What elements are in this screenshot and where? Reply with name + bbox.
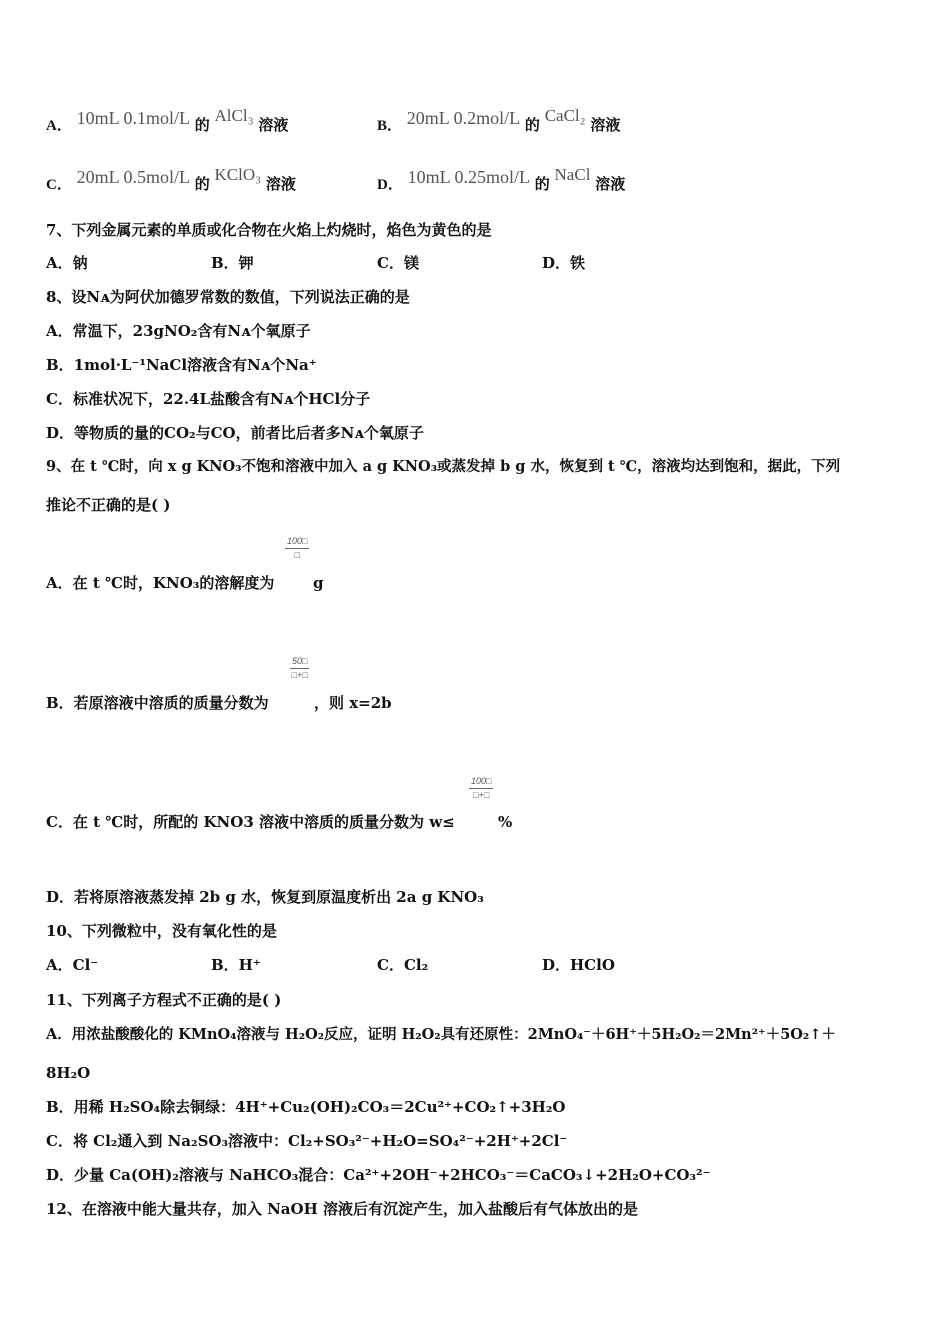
chemical: CaCl₂ — [544, 106, 586, 125]
q6-option-c — [46, 165, 296, 195]
q11-option-a-cont: 8H₂O — [46, 1064, 91, 1082]
particle: 的 — [524, 116, 540, 134]
option-label: B． — [377, 118, 403, 134]
q9-option-d: D．若将原溶液蒸发掉 2b g 水，恢复到原温度析出 2a g KNO₃ — [46, 888, 484, 906]
suffix: 溶液 — [595, 175, 626, 193]
suffix: 溶液 — [590, 116, 621, 134]
q8-option-d: D．等物质的量的CO₂与CO，前者比后者多Nᴀ个氧原子 — [46, 424, 424, 442]
q10-option-d: D．HClO — [542, 956, 615, 974]
q9-c-fraction — [469, 776, 493, 801]
unit: % — [498, 813, 513, 831]
denominator: □+□ — [473, 790, 490, 800]
option-label: C． — [46, 177, 72, 193]
q9-stem-line2: 推论不正确的是( ) — [46, 496, 171, 514]
q12-stem: 12、在溶液中能大量共存，加入 NaOH 溶液后有沉淀产生，加入盐酸后有气体放出的是 — [46, 1200, 638, 1218]
q7-stem: 7、下列金属元素的单质或化合物在火焰上灼烧时，焰色为黄色的是 — [46, 221, 492, 239]
chemical: NaCl — [554, 165, 591, 184]
particle: 的 — [194, 175, 210, 193]
q7-option-b: B．钾 — [211, 254, 254, 272]
unit: g — [313, 574, 324, 592]
q6-option-d — [377, 165, 626, 195]
q7-option-c: C．镁 — [377, 254, 419, 272]
numerator: 100□ — [285, 536, 309, 549]
numerator: 100□ — [469, 776, 493, 789]
q9-option-b — [46, 693, 392, 713]
chemical: KClO₃ — [214, 165, 262, 184]
denominator: □ — [294, 550, 300, 560]
numerator: 50□ — [290, 656, 309, 669]
q8-option-c: C．标准状况下，22.4L盐酸含有Nᴀ个HCl分子 — [46, 390, 371, 408]
option-text: C．在 t ℃时，所配的 KNO3 溶液中溶质的质量分数为 w≤ — [46, 813, 455, 831]
particle: 的 — [194, 116, 210, 134]
suffix: 溶液 — [258, 116, 289, 134]
q9-option-c — [46, 812, 513, 832]
q11-option-a: A．用浓盐酸酸化的 KMnO₄溶液与 H₂O₂反应，证明 H₂O₂具有还原性：2MnO₄⁻＋6H⁺＋5H₂O₂＝2Mn²⁺＋5O₂↑＋ — [46, 1026, 836, 1043]
q9-stem-line1: 9、在 t ℃时，向 x g KNO₃不饱和溶液中加入 a g KNO₃或蒸发掉 b g 水，恢复到 t ℃，溶液均达到饱和，据此，下列 — [46, 458, 841, 475]
q9-a-fraction — [285, 536, 309, 561]
option-text: B．若原溶液中溶质的质量分数为 — [46, 694, 269, 712]
denominator: □+□ — [291, 670, 308, 680]
q9-b-fraction — [290, 656, 309, 681]
chemical: AlCl₃ — [214, 106, 254, 125]
amount: 20mL 0.2mol/L — [406, 108, 521, 128]
option-text: A．在 t ℃时，KNO₃的溶解度为 — [46, 574, 275, 592]
suffix: 溶液 — [265, 175, 296, 193]
q6-option-a — [46, 106, 289, 136]
particle: 的 — [534, 175, 550, 193]
q8-stem: 8、设Nᴀ为阿伏加德罗常数的数值，下列说法正确的是 — [46, 288, 410, 306]
option-label: A． — [46, 118, 72, 134]
q11-option-c: C．将 Cl₂通入到 Na₂SO₃溶液中：Cl₂+SO₃²⁻+H₂O=SO₄²⁻+2H⁺+2Cl⁻ — [46, 1132, 568, 1150]
amount: 20mL 0.5mol/L — [76, 167, 190, 187]
q10-stem: 10、下列微粒中，没有氧化性的是 — [46, 922, 277, 940]
q10-option-a: A．Cl⁻ — [46, 956, 99, 974]
q11-option-d: D．少量 Ca(OH)₂溶液与 NaHCO₃混合：Ca²⁺+2OH⁻+2HCO₃⁻＝CaCO₃↓+2H₂O+CO₃²⁻ — [46, 1166, 711, 1184]
q9-option-a — [46, 573, 324, 593]
amount: 10mL 0.25mol/L — [407, 167, 530, 187]
q11-stem: 11、下列离子方程式不正确的是( ) — [46, 991, 282, 1009]
amount: 10mL 0.1mol/L — [76, 108, 190, 128]
q6-option-b — [377, 106, 621, 136]
q8-option-a: A．常温下，23gNO₂含有Nᴀ个氧原子 — [46, 322, 311, 340]
q7-option-d: D．铁 — [542, 254, 586, 272]
q11-option-b: B．用稀 H₂SO₄除去铜绿：4H⁺+Cu₂(OH)₂CO₃＝2Cu²⁺+CO₂↑+3H₂O — [46, 1098, 566, 1116]
q10-option-b: B．H⁺ — [211, 956, 261, 974]
option-label: D． — [377, 177, 403, 193]
q8-option-b: B．1mol·L⁻¹NaCl溶液含有Nᴀ个Na⁺ — [46, 356, 317, 374]
q7-option-a: A．钠 — [46, 254, 88, 272]
condition: ，则 x=2b — [314, 694, 392, 712]
q10-option-c: C．Cl₂ — [377, 956, 429, 974]
